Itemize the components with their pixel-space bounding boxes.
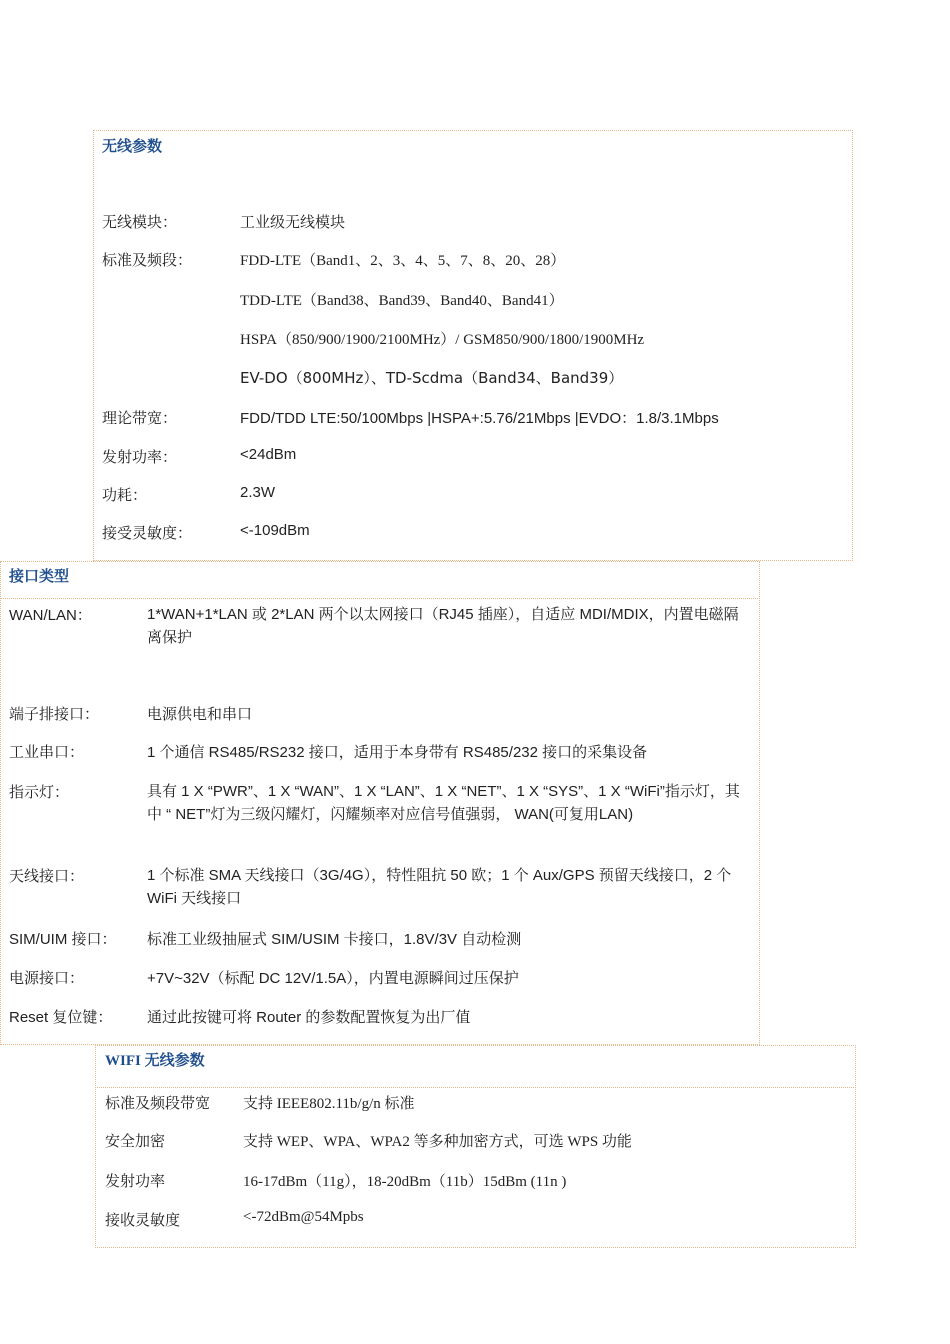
- interface-row-label: 电源接口：: [9, 971, 85, 987]
- interface-row-value: 标准工业级抽屉式 SIM/USIM 卡接口，1.8V/3V 自动检测: [147, 931, 522, 948]
- interface-row-label: WAN/LAN：: [9, 607, 92, 624]
- interface-row-value: 具有 1 X “PWR”、1 X “WAN”、1 X “LAN”、1 X “NET”、1 X “SYS”、1 X “WiFi”指示灯，其中 “ NET”灯为三级闪耀灯，闪耀频率对应信号值强弱， WAN(可复用LAN): [147, 783, 740, 823]
- interface-row-label: Reset 复位键：: [9, 1009, 113, 1026]
- wireless-row-value: EV-DO（800MHz）、TD-Scdma（Band34、Band39）: [240, 369, 624, 387]
- wireless-row-label: 功耗：: [102, 488, 148, 504]
- interface-row-label: SIM/UIM 接口：: [9, 931, 117, 948]
- wifi-row-label: 标准及频段带宽: [105, 1096, 211, 1112]
- wireless-row-label: 理论带宽：: [102, 411, 178, 427]
- interface-row-value: 1*WAN+1*LAN 或 2*LAN 两个以太网接口（RJ45 插座），自适应 MDI/MDIX，内置电磁隔离保护: [147, 606, 739, 646]
- wireless-row-label: 接受灵敏度：: [102, 526, 193, 542]
- interface-row-label: 工业串口：: [9, 745, 85, 761]
- wifi-divider: [95, 1087, 856, 1088]
- wireless-row-label: 无线模块：: [102, 215, 178, 231]
- wireless-row-value: <24dBm: [240, 446, 297, 463]
- wireless-row-label: 标准及频段：: [102, 253, 193, 269]
- interface-row-label: 天线接口：: [9, 869, 85, 885]
- wireless-row-label: 发射功率：: [102, 450, 178, 466]
- wifi-row-value: <-72dBm@54Mpbs: [243, 1209, 364, 1225]
- interface-row-value: +7V~32V（标配 DC 12V/1.5A），内置电源瞬间过压保护: [147, 970, 519, 987]
- interface-row-value: 通过此按键可将 Router 的参数配置恢复为出厂值: [147, 1009, 471, 1026]
- interface-row-label: 指示灯：: [9, 785, 70, 801]
- wireless-row-value: <-109dBm: [240, 522, 310, 539]
- wireless-row-value: 工业级无线模块: [240, 215, 346, 231]
- wifi-row-value: 支持 IEEE802.11b/g/n 标准: [243, 1096, 415, 1112]
- wifi-row-value: 16-17dBm（11g），18-20dBm（11b）15dBm (11n ): [243, 1174, 567, 1190]
- wifi-row-label: 接收灵敏度: [105, 1213, 181, 1229]
- interface-divider: [0, 598, 760, 599]
- wireless-row-value: FDD/TDD LTE:50/100Mbps |HSPA+:5.76/21Mbps |EVDO：1.8/3.1Mbps: [240, 410, 719, 427]
- wireless-row-value: 2.3W: [240, 484, 276, 501]
- wifi-params-title: WIFI 无线参数: [105, 1053, 205, 1069]
- interface-row-value: 1 个通信 RS485/RS232 接口，适用于本身带有 RS485/232 接口的采集设备: [147, 744, 648, 761]
- interface-row-value: 1 个标准 SMA 天线接口（3G/4G），特性阻抗 50 欧；1 个 Aux/GPS 预留天线接口，2 个 WiFi 天线接口: [147, 867, 732, 907]
- wireless-row-value: HSPA（850/900/1900/2100MHz）/ GSM850/900/1800/1900MHz: [240, 332, 645, 348]
- wireless-params-title: 无线参数: [102, 138, 163, 155]
- wireless-row-value: FDD-LTE（Band1、2、3、4、5、7、8、20、28）: [240, 253, 566, 269]
- interface-row-value: 电源供电和串口: [147, 707, 253, 723]
- wireless-row-value: TDD-LTE（Band38、Band39、Band40、Band41）: [240, 293, 564, 309]
- wifi-row-label: 安全加密: [105, 1134, 166, 1150]
- interface-title: 接口类型: [9, 568, 70, 585]
- interface-row-label: 端子排接口：: [9, 707, 100, 723]
- wifi-row-label: 发射功率: [105, 1174, 166, 1190]
- wifi-row-value: 支持 WEP、WPA、WPA2 等多种加密方式，可选 WPS 功能: [243, 1134, 632, 1150]
